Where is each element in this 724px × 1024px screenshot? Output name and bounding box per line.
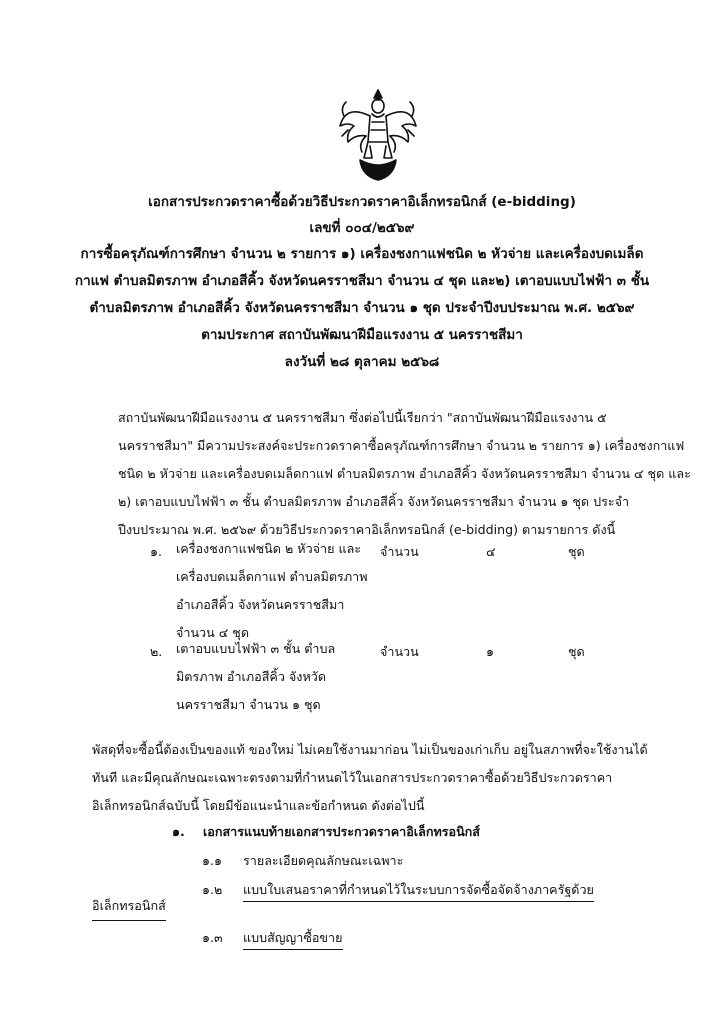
section-title: เอกสารแนบท้ายเอกสารประกวดราคาอิเล็กทรอนิกส์ [203,824,480,839]
item-unit: ชุด [568,644,585,659]
item-number: ๒. [150,644,163,659]
garuda-emblem-icon [336,86,420,182]
item-description [176,535,386,647]
item-qty-label: จำนวน [380,544,419,559]
intro-line: ชนิด ๒ หัวจ่าย และเครื่องบดเมล็ดกาแฟ ตำบลมิตรภาพ อำเภอสีคิ้ว จังหวัดนครราชสีมา จำนวน ๔ ชุด และ [118,466,691,481]
supply-line: พัสดุที่จะซื้อนี้ต้องเป็นของแท้ ของใหม่ ไม่เคยใช้งานมาก่อน ไม่เป็นของเก่าเก็บ อยู่ในสภาพที่จะใช้งานได้ [92,742,648,757]
item-desc-line: เครื่องบดเมล็ดกาแฟ ตำบลมิตรภาพ [176,569,368,584]
item-desc-line: อำเภอสีคิ้ว จังหวัดนครราชสีมา [176,597,345,612]
subsection-number: ๑.๒ [202,882,223,897]
subsection-number: ๑.๓ [202,930,223,945]
subject-line-2: กาแฟ ตำบลมิตรภาพ อำเภอสีคิ้ว จังหวัดนครราชสีมา จำนวน ๔ ชุด และ๒) เตาอบแบบไฟฟ้า ๓ ชั้น [74,273,650,289]
item-number: ๑. [150,544,162,559]
subsection-underlined-cont: อิเล็กทรอนิกส์ [92,896,166,921]
intro-paragraph [118,404,678,432]
subsection-continuation [92,896,166,921]
item-desc-line: มิตรภาพ อำเภอสีคิ้ว จังหวัด [176,669,326,684]
subsection-underlined-text: แบบสัญญาซื้อขาย [243,930,343,950]
item-qty: ๔ [486,544,496,559]
item-unit: ชุด [568,544,585,559]
subsection-text [243,928,343,948]
subsection-underlined-text: แบบใบเสนอราคาที่กำหนดไว้ในระบบการจัดซื้อจัดจ้างภาครัฐด้วย [243,882,594,902]
intro-line: ปีงบประมาณ พ.ศ. ๒๕๖๙ ด้วยวิธีประกวดราคาอิเล็กทรอนิกส์ (e-bidding) ตามรายการ ดังนี้ [118,522,616,537]
item-qty-label: จำนวน [380,644,419,659]
item-qty: ๑ [486,644,494,659]
subsection-text [243,880,594,900]
subject-line-3: ตำบลมิตรภาพ อำเภอสีคิ้ว จังหวัดนครราชสีมา จำนวน ๑ ชุด ประจำปีงบประมาณ พ.ศ. ๒๕๖๙ [89,300,635,316]
announcement-line: ตามประกาศ สถาบันพัฒนาฝีมือแรงงาน ๕ นครราชสีมา [201,327,523,343]
date-line: ลงวันที่ ๒๘ ตุลาคม ๒๕๖๘ [284,354,440,370]
intro-line: สถาบันพัฒนาฝีมือแรงงาน ๕ นครราชสีมา ซึ่งต่อไปนี้เรียกว่า "สถาบันพัฒนาฝีมือแรงงาน ๕ [118,410,607,425]
subsection-text: รายละเอียดคุณลักษณะเฉพาะ [243,853,404,868]
item-description [176,635,386,719]
item-desc-line: เครื่องชงกาแฟชนิด ๒ หัวจ่าย และ [176,541,362,556]
supply-line: อิเล็กทรอนิกส์ฉบับนี้ โดยมีข้อแนะนำและข้อกำหนด ดังต่อไปนี้ [92,798,425,813]
item-desc-line: เตาอบแบบไฟฟ้า ๓ ชั้น ตำบล [176,641,336,656]
supply-paragraph [92,736,682,820]
intro-line: ๒) เตาอบแบบไฟฟ้า ๓ ชั้น ตำบลมิตรภาพ อำเภอสีคิ้ว จังหวัดนครราชสีมา จำนวน ๑ ชุด ประจำ [118,494,630,509]
section-number: ๑. [172,824,185,839]
intro-paragraph-body [118,432,691,544]
item-desc-line: จำนวน ๔ ชุด [176,625,250,640]
doc-number: เลขที่ ๐๐๔/๒๕๖๙ [309,220,415,236]
doc-title: เอกสารประกวดราคาซื้อด้วยวิธีประกวดราคาอิเล็กทรอนิกส์ (e-bidding) [148,194,576,210]
supply-line: ทันที และมีคุณลักษณะเฉพาะตรงตามที่กำหนดไว้ในเอกสารประกวดราคาซื้อด้วยวิธีประกวดราคา [92,770,613,785]
intro-line: นครราชสีมา" มีความประสงค์จะประกวดราคาซื้อครุภัณฑ์การศึกษา จำนวน ๒ รายการ ๑) เครื่องชงกาแฟ [118,438,685,453]
item-desc-line: นครราชสีมา จำนวน ๑ ชุด [176,697,321,712]
subject-line-1: การซื้อครุภัณฑ์การศึกษา จำนวน ๒ รายการ ๑) เครื่องชงกาแฟชนิด ๒ หัวจ่าย และเครื่องบดเมล็ด [80,246,644,262]
subsection-number: ๑.๑ [202,853,222,868]
